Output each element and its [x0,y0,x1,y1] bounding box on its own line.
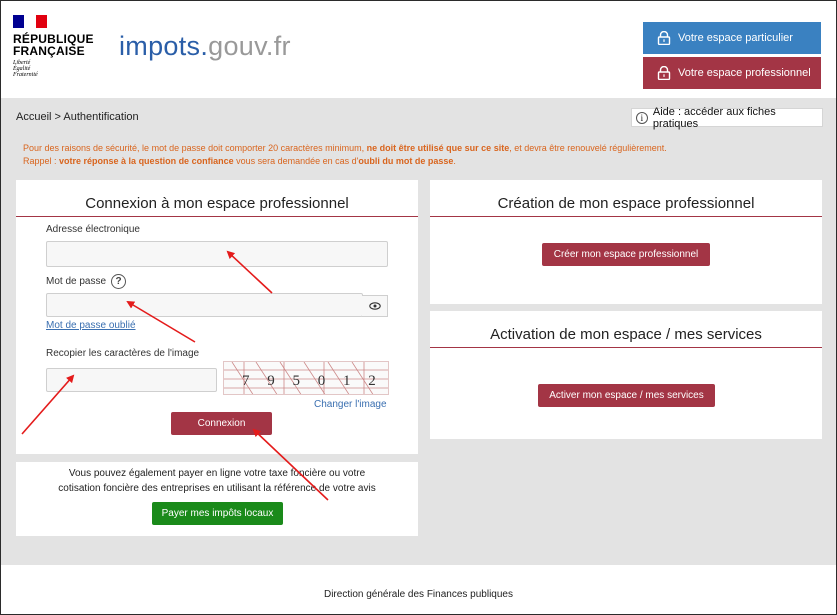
breadcrumb-home-link[interactable]: Accueil [16,111,52,123]
security-notice [23,142,667,168]
captcha-graphic [224,362,389,395]
info-icon: i [636,112,648,124]
site-name-link[interactable] [119,31,291,62]
password-label: Mot de passe [46,276,107,287]
forgot-password-link[interactable]: Mot de passe oublié [46,320,136,331]
connexion-button[interactable]: Connexion [171,412,272,435]
motto [13,60,38,78]
breadcrumb-separator: > [51,111,64,123]
motto-liberte: Liberté [13,60,31,66]
site-name-dot: . [200,31,209,61]
motto-egalite: Égalité [13,66,31,72]
activation-title-divider [430,347,822,348]
captcha-label: Recopier les caractères de l'image [46,348,200,359]
activation-panel-title: Activation de mon espace / mes services [490,326,762,343]
republique-line2: FRANÇAISE [13,44,85,58]
show-password-eye-icon[interactable] [362,295,388,317]
republique-text [13,33,94,57]
espace-particulier-label: Votre espace particulier [678,32,793,44]
lock-icon [657,31,671,45]
login-panel-title: Connexion à mon espace professionnel [85,195,349,212]
login-title-divider [16,216,418,217]
marianne-flag-icon [13,15,47,28]
help-label: Aide : accéder aux fiches pratiques [652,105,776,130]
question-mark-icon[interactable]: ? [111,274,126,289]
site-name-gouv: gouv [208,31,266,61]
notice-line1: Pour des raisons de sécurité, le mot de passe doit comporter 20 caractères minimum, ne doit être utilisé que sur ce site, et devra être renouvelé régulièrement. [23,143,667,153]
change-image-link[interactable]: Changer l'image [314,399,387,410]
email-label: Adresse électronique [46,224,140,235]
republique-line1: RÉPUBLIQUE [13,32,94,46]
espace-particulier-button[interactable] [643,22,821,54]
site-name-main: impots [119,31,201,61]
espace-professionnel-button[interactable] [643,57,821,89]
pay-text-line2: cotisation foncière des entreprises en utilisant la référence de votre avis [58,483,376,494]
captcha-image [223,361,389,395]
captcha-input[interactable] [46,368,217,392]
breadcrumb [16,111,139,123]
help-link[interactable] [631,105,823,130]
activate-services-button[interactable]: Activer mon espace / mes services [538,384,715,407]
email-input[interactable] [46,241,388,267]
create-panel-title: Création de mon espace professionnel [497,195,755,212]
lock-icon [657,66,671,80]
pay-text-line1: Vous pouvez également payer en ligne votre taxe foncière ou votre [68,468,366,479]
pay-local-taxes-button[interactable]: Payer mes impôts locaux [152,502,283,525]
site-name-tld: .fr [265,31,291,61]
captcha-characters: 7 9 5 0 1 2 [242,373,383,389]
espace-professionnel-label: Votre espace professionnel [678,67,811,79]
create-space-button[interactable]: Créer mon espace professionnel [542,243,710,266]
notice-line2: Rappel : votre réponse à la question de confiance vous sera demandée en cas d'oubli du mot de passe. [23,156,456,166]
header [1,1,836,98]
password-input[interactable] [46,293,363,317]
motto-fraternite: Fraternité [13,72,38,78]
create-title-divider [430,216,822,217]
footer-text: Direction générale des Finances publiques [323,589,513,600]
breadcrumb-current: Authentification [63,111,139,123]
eye-icon [369,302,381,310]
